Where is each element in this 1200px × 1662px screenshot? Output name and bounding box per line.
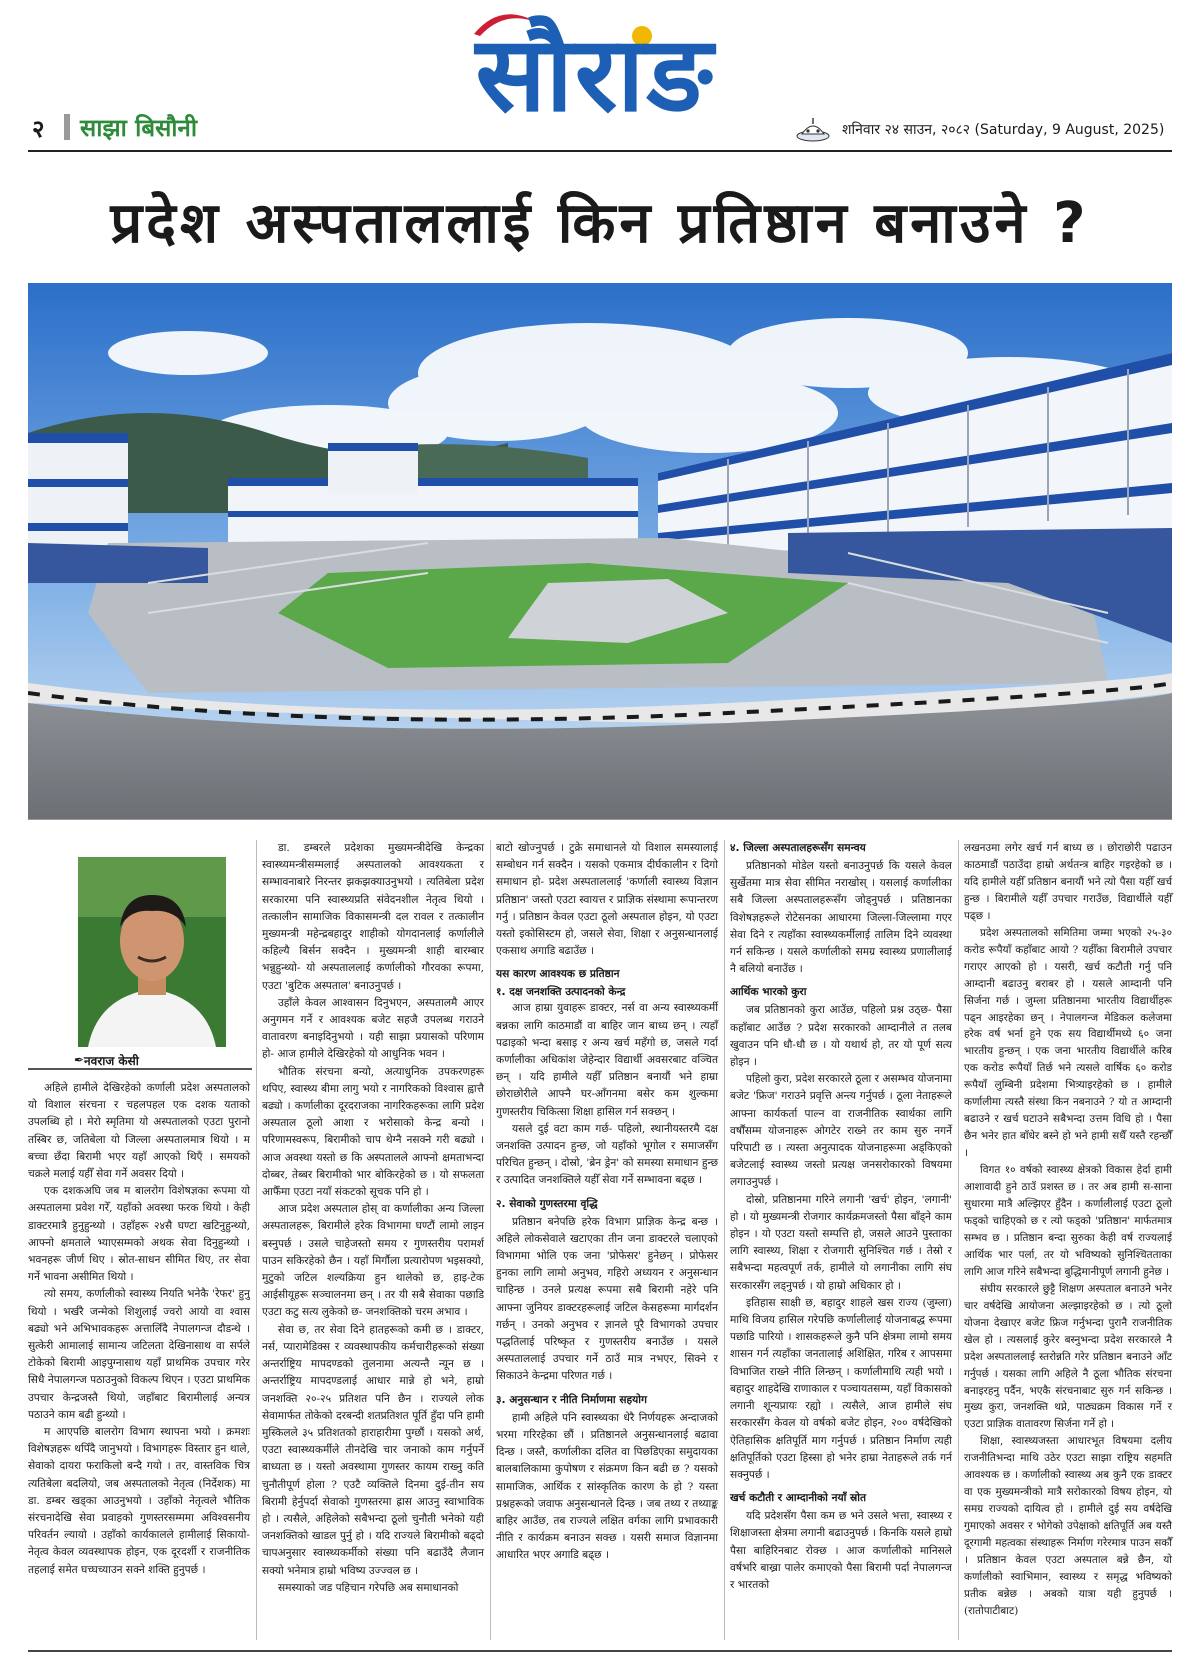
paragraph: आज प्रदेश अस्पताल होस् वा कर्णालीका अन्य जिल्ला अस्पतालहरू, बिरामीले हरेक विभागमा घण्टौं लामो लाइन बस्नुपर्छ । उसले चाहेजस्तो समय र गुणस्तरीय परामर्श पाउन सकिरहेको छैन । यहाँ मिर्गौला प्रत्यारोपण भइसक्यो, मुटुको जटिल शल्यक्रिया हुन थालेको छ, हाइ-टेक आईसीयूहरू सञ्चालनमा छन् । तर यी सबै सेवाका पछाडि एउटा कटु सत्य लुकेको छ- जनशक्तिको चरम अभाव । xyxy=(262,1203,484,1319)
paragraph: प्रतिष्ठानको मोडेल यस्तो बनाउनुपर्छ कि यसले केवल सुर्खेतमा मात्र सेवा सीमित नराखोस् । यसलाई कर्णालीका सबै जिल्ला अस्पतालहरूसँग जोड्नुपर्छ । प्रतिष्ठानका विशेषज्ञहरूले रोटेसनका आधारमा जिल्ला-जिल्लामा गएर सेवा दिने र त्यहाँका स्वास्थ्यकर्मीलाई तालिम दिने व्यवस्था गर्न सकिन्छ । यसले कर्णालीको समग्र स्वास्थ्य प्रणालीलाई नै बलियो बनाउँछ । xyxy=(730,860,952,976)
photo-rule xyxy=(28,819,1172,820)
paragraph: इतिहास साक्षी छ, बहादुर शाहले खस राज्य (जुम्ला) माथि विजय हासिल गरेपछि कर्णालीलाई योजनाबद्ध रूपमा पछाडि पारियो । शासकहरूले कुनै पनि क्षेत्रमा लामो समय शासन गर्न त्यहाँका जनतालाई अशिक्षित, गरिब र आपसमा विभाजित राख्ने नीति लिन्छन् । कर्णालीमाथि त्यही भयो । बहादुर शाहदेखि राणाकाल र पञ्चायतसम्म, यहाँ विकासको लगानी शून्यप्रायः रह्यो । त्यसैले, आज हामीले संघ सरकारसँग केवल यो वर्षको बजेट होइन, २०० वर्षदेखिको ऐतिहासिक क्षतिपूर्ति माग गर्नुपर्छ । प्रतिष्ठान निर्माण त्यही क्षतिपूर्तिको एउटा हिस्सा हो भनेर हाम्रा नेताहरूले तर्क गर्न सक्नुपर्छ । xyxy=(730,1296,952,1481)
paragraph: लखनउमा लगेर खर्च गर्न बाध्य छ । छोराछोरी पढाउन काठमाडौं पठाउँदा हाम्रो अर्थतन्त्र बाहिर गइरहेको छ । यदि हामीले यहीँ प्रतिष्ठान बनायौं भने त्यो पैसा यहीँ खर्च हुन्छ । बिरामीले यहीँ उपचार गराउँछ, विद्यार्थीले यहीँ पढ्छ । xyxy=(964,842,1172,922)
paragraph: उहाँले केवल आश्वासन दिनुभएन, अस्पतालमै आएर अनुगमन गर्ने र आवश्यक बजेट सहजै उपलब्ध गराउने वातावरण बनाइदिनुभयो । यही साझा प्रयासको परिणाम हो- आज हामीले देखिरहेको यो आधुनिक भवन । xyxy=(262,996,484,1061)
article-column-5 xyxy=(964,840,1172,1620)
article-column-4 xyxy=(730,840,952,1594)
paragraph: प्रतिष्ठान बनेपछि हरेक विभाग प्राज्ञिक केन्द्र बन्छ । अहिले लोकसेवाले खटाएका तीन जना डाक्टरले चलाएको विभागमा भोलि एक जना 'प्रोफेसर' हुनेछन् । प्रोफेसर हुनका लागि लामो अनुभव, गहिरो अध्ययन र अनुसन्धान चाहिन्छ । उनले प्रत्यक्ष रूपमा सबै बिरामी नहेरे पनि आफ्ना जुनियर डाक्टरहरूलाई जटिल केसहरूमा मार्गदर्शन गर्छन् । उनको अनुभव र ज्ञानले पूरै विभागको उपचार पद्धतिलाई परिष्कृत र गुणस्तरीय बनाउँछ । यसले अस्पताललाई उपचार गर्ने ठाउँ मात्र नभएर, सिक्ने र सिकाउने केन्द्रमा परिणत गर्छ । xyxy=(496,1215,718,1383)
paragraph: संघीय सरकारले छुट्टै शिक्षण अस्पताल बनाउने भनेर चार वर्षदेखि आयोजना अल्झाइरहेको छ । त्यो ठूलो योजना देखाएर बजेट फ्रिज गर्नुभन्दा पुरानै राजनीतिक खेल हो । त्यसलाई कुरेर बस्नुभन्दा प्रदेश सरकारले नै प्रदेश अस्पताललाई स्तरोन्नति गरेर प्रतिष्ठान बनाउने आँट गर्नुपर्छ । यसका लागि अहिले नै ठूला भौतिक संरचना बनाइरहनु पर्दैन, भएकै संरचनाबाट सुरु गर्न सकिन्छ । मुख्य कुरा, जनशक्ति थप्ने, पाठ्यक्रम विकास गर्ने र एउटा प्राज्ञिक वातावरण सिर्जना गर्ने हो । xyxy=(964,1282,1172,1431)
hospital-photo xyxy=(28,283,1172,819)
masthead xyxy=(0,0,1200,150)
paragraph: म आएपछि बालरोग विभाग स्थापना भयो । क्रमशः विशेषज्ञहरू थपिँदै जानुभयो । विभागहरू विस्तार हुन थाले, सेवाको दायरा फराकिलो बन्दै गयो । तर, वास्तविक चित्र त्यतिबेला बदलियो, जब अस्पतालको नेतृत्व (निर्देशक) मा डा. डम्बर खड्का आउनुभयो । उहाँको नेतृत्वले भौतिक संरचनादेखि सेवा प्रवाहको गुणस्तरसम्ममा अविश्वसनीय परिवर्तन ल्यायो । उहाँको कार्यकालले हामीलाई सिकायो- नेतृत्व केवल व्यवस्थापक होइन, एक दूरदर्शी र राजनीतिक तहलाई समेत घच्घच्याउन सक्ने शक्ति हुनुपर्छ । xyxy=(28,1426,250,1576)
paragraph: पहिलो कुरा, प्रदेश सरकारले ठूला र असम्भव योजनामा बजेट 'फ्रिज' गराउने प्रवृत्ति अन्त्य गर्नुपर्छ । ठूला नेताहरूले आफ्ना कार्यकर्ता पाल्न वा राजनीतिक स्वार्थका लागि वर्षौंसम्म योजनाहरू ओगटेर राख्ने तर काम सुरु नगर्ने परिपाटी छ । त्यस्ता अनुत्पादक योजनाहरूमा अड्किएको बजेटलाई स्वास्थ्य जस्तो प्रत्यक्ष जनसरोकारको विषयमा लगाउनुपर्छ । xyxy=(730,1073,952,1189)
subheading: १. दक्ष जनशक्ति उत्पादनको केन्द्र xyxy=(496,986,626,999)
paragraph: अहिले हामीले देखिरहेको कर्णाली प्रदेश अस्पतालको यो विशाल संरचना र चहलपहल एक दशक यताको उपलब्धि हो । मेरो स्मृतिमा यो अस्पतालको एउटा पुरानो तस्बिर छ, जतिबेला यो जिल्ला अस्पतालमात्र थियो । म बच्चा छँदा बिरामी भएर यहाँ आएको थिएँ । समयको चक्रले मलाई यहीँ सेवा गर्ने अवसर दियो । xyxy=(28,1082,250,1181)
column-separator xyxy=(490,840,491,1640)
section-name: साझा बिसौनी xyxy=(80,114,198,142)
paragraph: बाटो खोज्नुपर्छ । टुक्रे समाधानले यो विशाल समस्यालाई सम्बोधन गर्न सक्दैन । यसको एकमात्र दीर्घकालीन र दिगो समाधान हो- प्रदेश अस्पताललाई 'कर्णाली स्वास्थ्य विज्ञान प्रतिष्ठान' जस्तो एउटा स्वायत्त र प्राज्ञिक संस्थामा रूपान्तरण गर्नु । प्रतिष्ठान केवल एउटा ठूलो अस्पताल होइन, यो एउटा यस्तो इकोसिस्टम हो, जसले सेवा, शिक्षा र अनुसन्धानलाई एकसाथ अगाडि बढाउँछ । xyxy=(496,842,718,958)
author-photo xyxy=(78,857,226,1047)
column-separator xyxy=(724,840,725,1640)
paragraph: सेवा छ, तर सेवा दिने हातहरूको कमी छ । डाक्टर, नर्स, प्यारामेडिक्स र व्यवस्थापकीय कर्मचारीहरूको संख्या अन्तर्राष्ट्रिय मापदण्डको तुलनामा अत्यन्तै न्यून छ । अन्तर्राष्ट्रिय मापदण्डलाई आधार मान्ने हो भने, हाम्रो जनशक्ति २०-२५ प्रतिशत पनि छैन । राज्यले लोक सेवामार्फत तोकेको दरबन्दी शतप्रतिशत पूर्ति हुँदा पनि हामी मुस्किलले ३५ प्रतिशतको हाराहारीमा पुग्छौं । यसको अर्थ, एउटा स्वास्थ्यकर्मीले तीनदेखि चार जनाको काम गर्नुपर्ने बाध्यता छ । यस्तो अवस्थामा गुणस्तर कायम राख्नु कति चुनौतीपूर्ण होला ? एउटै व्यक्तिले दिनमा दुई-तीन सय बिरामी हेर्नुपर्दा सेवाको गुणस्तरमा ह्रास आउनु स्वाभाविक हो । त्यसैले, अहिलेको सबैभन्दा ठूलो चुनौती भनेको यही जनशक्तिको खाडल पुर्नु हो । यदि राज्यले बिरामीको बढ्दो चापअनुसार स्वास्थ्यकर्मीको संख्या पनि बढाउँदै लैजान सक्यो भनेमात्र हाम्रो भविष्य उज्ज्वल छ । xyxy=(262,1323,484,1577)
bottom-rule xyxy=(28,1650,1172,1652)
column-separator xyxy=(256,840,257,1640)
paragraph: प्रदेश अस्पतालको समितिमा जम्मा भएको २५-३० करोड रूपैयाँ कहाँबाट आयो ? यहीँका बिरामीले उपचार गराएर आएको हो । यसरी, खर्च कटौती गर्नु पनि आम्दानी बढाउनु बराबर हो । यसले आम्दानी पनि सिर्जना गर्छ । जुम्ला प्रतिष्ठानमा भारतीय विद्यार्थीहरू पढ्न आइरहेका छन् । नेपालगन्ज मेडिकल कलेजमा हरेक वर्ष भर्ना हुने एक सय विद्यार्थीमध्ये ६० जना भारतीय हुन्छन् । एक जना भारतीय विद्यार्थीले करिब एक करोड रूपैयाँ तिर्छ भने त्यसले वार्षिक ६० करोड रूपैयाँ लुम्बिनी प्रदेशमा भित्र्याइरहेको छ । हामीले कर्णालीमा त्यस्तै संस्था किन नबनाउने ? यो त आम्दानी बढाउने र खर्च घटाउने सबैभन्दा उत्तम विधि हो । पैसा छैन भनेर हात बाँधेर बस्ने हो भने हामी सधैँ यस्तै रहन्छौँ । xyxy=(964,926,1172,1160)
subheading: ३. अनुसन्धान र नीति निर्माणमा सहयोग xyxy=(496,1393,647,1406)
paragraph: यदि प्रदेशसँग पैसा कम छ भने उसले भत्ता, स्वास्थ्य र शिक्षाजस्ता क्षेत्रमा लगानी बढाउनुपर्छ । किनकि यसले हाम्रो पैसा बाहिरिनबाट रोक्छ । आज कर्णालीको मानिसले वर्षभरि बाख्रा पालेर कमाएको पैसा बिरामी पर्दा नेपालगन्ज र भारतको xyxy=(730,1510,952,1591)
paragraph: डा. डम्बरले प्रदेशका मुख्यमन्त्रीदेखि केन्द्रका स्वास्थ्यमन्त्रीसम्मलाई अस्पतालको आवश्यकता र सम्भावनाबारे निरन्तर झकझक्याउनुभयो । त्यतिबेला प्रदेश सरकारमा पनि स्वास्थ्यप्रति संवेदनशील नेतृत्व थियो । तत्कालीन सामाजिक विकासमन्त्री दल रावल र तत्कालीन मुख्यमन्त्री महेन्द्रबहादुर शाहीको योगदानलाई कर्णालीले कहिल्यै बिर्सन सक्दैन । मुख्यमन्त्री शाही बारम्बार भन्नुहुन्थ्यो- यो अस्पताललाई कर्णालीको गौरवका रूपमा, एउटा 'बुटिक अस्पताल' बनाउनुपर्छ । xyxy=(262,842,484,992)
pen-icon: ✒ xyxy=(74,1053,85,1067)
headline: प्रदेश अस्पताललाई किन प्रतिष्ठान बनाउने ? xyxy=(110,191,1090,256)
author-byline: नवराज केसी xyxy=(84,1054,139,1068)
paragraph: जब प्रतिष्ठानको कुरा आउँछ, पहिलो प्रश्न उठ्छ- पैसा कहाँबाट आउँछ ? प्रदेश सरकारको आम्दानीले त तलब खुवाउन पनि धौ-धौ छ । यो यथार्थ हो, तर यो पूर्ण सत्य होइन । xyxy=(730,1004,952,1069)
paragraph: विगत १० वर्षको स्वास्थ्य क्षेत्रको विकास हेर्दा हामी आशावादी हुने ठाउँ प्रशस्त छ । तर अब हामी स-साना सुधारमा मात्रै अल्झिएर हुँदैन । कर्णालीलाई एउटा ठूलो फड्को चाहिएको छ र त्यो फड्को 'प्रतिष्ठान' मार्फतमात्र सम्भव छ । प्रतिष्ठान बन्दा सुरुका केही वर्ष राज्यलाई आर्थिक भार पर्ला, तर यो भविष्यको सुनिश्चितताका लागि आज गरिने सबैभन्दा बुद्धिमानीपूर्ण लगानी हुनेछ । xyxy=(964,1164,1172,1278)
paragraph: आज हाम्रा युवाहरू डाक्टर, नर्स वा अन्य स्वास्थ्यकर्मी बन्नका लागि काठमाडौं वा बाहिर जान बाध्य छन् । त्यहाँ पढाइको भन्दा बसाइ र अन्य खर्च महँगो छ, जसले गर्दा कर्णालीका अधिकांश जेहेन्दार विद्यार्थी अवसरबाट वञ्चित छन् । यदि हामीले यहीँ प्रतिष्ठान बनायौं भने हाम्रा छोराछोरीले आफ्नै घर-आँगनमा बसेर कम शुल्कमा गुणस्तरीय चिकित्सा शिक्षा हासिल गर्न सक्छन् । xyxy=(496,1002,718,1118)
article-column-3 xyxy=(496,840,718,1565)
dateline: शनिवार २४ साउन, २०८२ (Saturday, 9 August, 2025) xyxy=(842,122,1165,138)
logo-text: सौराङ xyxy=(475,12,715,135)
author-portrait xyxy=(78,857,226,1047)
masthead-rule xyxy=(28,150,1172,152)
section-separator xyxy=(64,114,70,140)
paragraph: समस्याको जड पहिचान गरेपछि अब समाधानको xyxy=(278,1581,459,1594)
column-separator xyxy=(958,840,959,1640)
subheading: खर्च कटौती र आम्दानीको नयाँ स्रोत xyxy=(730,1492,867,1505)
paragraph: त्यो समय, कर्णालीको स्वास्थ्य नियति भनेकै 'रेफर' हुनु थियो । भर्खरै जन्मेको शिशुलाई ज्वरो आयो वा श्वास बढ्यो भने अभिभावकहरू अत्तालिँदै नेपालगन्ज दौडन्थे । सुत्केरी आमालाई सामान्य जटिलता देखिनासाथ वा सर्पले टोकेको बिरामी आइपुग्नासाथ यहाँ प्राथमिक उपचार गरेर सिधै नेपालगन्ज पठाउनुको विकल्प थिएन । एउटा प्राथमिक उपचार केन्द्रजस्तै थियो, जहाँबाट बिरामीलाई अन्यत्र पठाउने काम बढी हुन्थ्यो । xyxy=(28,1288,250,1421)
paragraph: यसले दुई वटा काम गर्छ- पहिलो, स्थानीयस्तरमै दक्ष जनशक्ति उत्पादन हुन्छ, जो यहाँको भूगोल र समाजसँग परिचित हुन्छन् । दोस्रो, 'ब्रेन ड्रेन' को समस्या समाधान हुन्छ र उत्पादित जनशक्तिले यहीँ सेवा गर्ने सम्भावना बढ्छ । xyxy=(496,1122,718,1187)
subheading: २. सेवाको गुणस्तरमा वृद्धि xyxy=(496,1197,598,1210)
paragraph: एक दशकअघि जब म बालरोग विशेषज्ञका रूपमा यो अस्पतालमा प्रवेश गरेँ, यहाँको अवस्था फरक थियो । केही डाक्टरमात्रै हुनुहुन्थ्यो । उहाँहरू २४सै घण्टा खटिनुहुन्थ्यो, आफ्नो क्षमताले भ्याएसम्मको अथक सेवा दिनुहुन्थ्यो । भवनहरू जीर्ण थिए । स्रोत-साधन सीमित थिए, तर सेवा गर्ने भावना असीमित थियो । xyxy=(28,1185,250,1284)
paragraph: दोस्रो, प्रतिष्ठानमा गरिने लगानी 'खर्च' होइन, 'लगानी' हो । यो मुख्यमन्त्री रोजगार कार्यक्रमजस्तो पैसा बाँड्ने काम होइन । यो एउटा यस्तो सम्पत्ति हो, जसले आउने पुस्ताका लागि स्वास्थ्य, शिक्षा र रोजगारी सुनिश्चित गर्छ । तेस्रो र सबैभन्दा महत्वपूर्ण तर्क, हामीले यो लगानीका लागि संघ सरकारसँग लड्नुपर्छ । यो हाम्रो अधिकार हो । xyxy=(730,1193,952,1292)
hospital-photo-illustration xyxy=(28,283,1172,819)
paragraph: शिक्षा, स्वास्थ्यजस्ता आधारभूत विषयमा दलीय राजनीतिभन्दा माथि उठेर एउटा साझा राष्ट्रिय सहमति आवश्यक छ । कर्णालीको स्वास्थ्य अब कुनै एक डाक्टर वा एक मुख्यमन्त्रीको मात्रै सरोकारको विषय होइन, यो समग्र राज्यको दायित्व हो । हामीले दुई सय वर्षदेखि गुमाएको अवसर र भोगेको उपेक्षाको क्षतिपूर्ति अब यस्तै दूरगामी महत्वका संस्थाहरू निर्माण गरेरमात्र पाउन सकौँ । प्रतिष्ठान केवल एउटा अस्पताल बन्ने छैन, यो कर्णालीको स्वाभिमान, स्वास्थ्य र समृद्ध भविष्यको प्रतीक बन्नेछ । अबको यात्रा यही हुनुपर्छ । (रातोपाटीबाट) xyxy=(964,1435,1172,1617)
paragraph: भौतिक संरचना बन्यो, अत्याधुनिक उपकरणहरू थपिए, स्वास्थ्य बीमा लागु भयो र नागरिकको विश्वास ह्वात्तै बढ्यो । कर्णालीका दूरदराजका नागरिकहरूका लागि प्रदेश अस्पताल ठूलो आशा र भरोसाको केन्द्र बन्यो । परिणामस्वरूप, बिरामीको चाप थेग्नै नसक्ने गरी बढ्यो । आज अवस्था यस्तो छ कि अस्पतालले आफ्नो क्षमताभन्दा दोब्बर, तेब्बर बिरामीको भार बोकिरहेको छ । यो सफलता आफैँमा एउटा नयाँ संकटको सूचक पनि हो । xyxy=(262,1065,484,1199)
newspaper-logo[interactable] xyxy=(400,6,790,142)
article-column-2 xyxy=(262,840,484,1597)
emblem-icon xyxy=(794,116,832,142)
page-number: २ xyxy=(32,115,45,143)
subheading: ४. जिल्ला अस्पतालहरूसँग समन्वय xyxy=(730,842,866,854)
subheading: आर्थिक भारको कुरा xyxy=(730,986,807,999)
author-rule xyxy=(28,1068,252,1070)
subheading: यस कारण आवश्यक छ प्रतिष्ठान xyxy=(496,968,620,981)
paragraph: हामी अहिले पनि स्वास्थ्यका धेरै निर्णयहरू अन्दाजको भरमा गरिरहेका छौं । प्रतिष्ठानले अनुसन्धानलाई बढावा दिन्छ । जस्तै, कर्णालीका दलित वा पिछडिएका समुदायका बालबालिकामा कुपोषण र संक्रमण किन बढी छ ? यसको सामाजिक, आर्थिक र सांस्कृतिक कारण के हो ? यस्ता प्रश्नहरूको जवाफ अनुसन्धानले दिन्छ । जब तथ्य र तथ्याङ्क बाहिर आउँछ, तब राज्यले लक्षित वर्गका लागि प्रभावकारी नीति र कार्यक्रम बनाउन सक्छ । यसरी समाज विज्ञानमा आधारित भएर अगाडि बढ्छ । xyxy=(496,1411,718,1562)
article-column-1 xyxy=(28,1080,250,1579)
